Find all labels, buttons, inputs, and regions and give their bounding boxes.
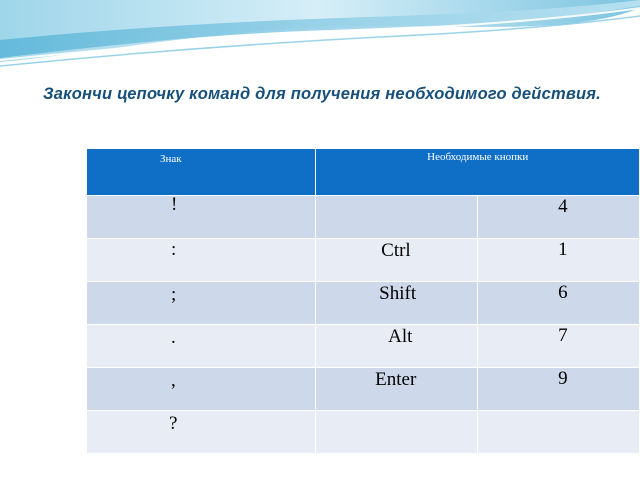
decorative-wave-header: [0, 0, 640, 80]
table-row: [87, 368, 640, 411]
key-ctrl: Ctrl: [381, 240, 411, 261]
number-9: 9: [558, 368, 568, 389]
table-row: [87, 239, 640, 282]
number-4: 4: [558, 196, 568, 217]
symbol-period: .: [171, 327, 176, 348]
symbol-semicolon: ;: [171, 284, 177, 305]
table-row: [87, 196, 640, 239]
commands-table: [86, 148, 640, 454]
header-symbol: Знак: [87, 149, 316, 196]
number-6: 6: [558, 282, 568, 303]
table-row: [87, 411, 640, 454]
symbol-colon: :: [171, 239, 177, 260]
table-header-row: [87, 149, 640, 196]
key-shift: Shift: [379, 283, 417, 304]
symbol-exclamation: !: [171, 194, 178, 215]
number-1: 1: [558, 239, 568, 260]
table-row: [87, 282, 640, 325]
key-enter: Enter: [375, 369, 417, 390]
slide-title: Закончи цепочку команд для получения необходимого действия.: [43, 85, 601, 103]
table-row: [87, 325, 640, 368]
header-keys: Необходимые кнопки: [316, 149, 640, 196]
symbol-question: ?: [169, 413, 178, 434]
number-7: 7: [558, 325, 568, 346]
key-alt: Alt: [388, 326, 413, 347]
symbol-comma: ,: [171, 370, 176, 391]
